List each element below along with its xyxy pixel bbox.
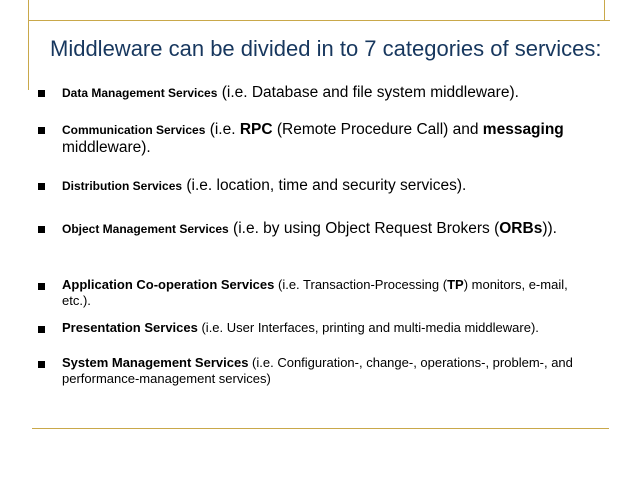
- bullet-square-icon: [38, 90, 45, 97]
- item-label: System Management Services: [62, 355, 249, 370]
- list-item-system-management: [62, 355, 592, 387]
- frame-right-rule: [604, 0, 605, 20]
- item-label: Data Management Services: [62, 86, 218, 100]
- bullet-square-icon: [38, 326, 45, 333]
- item-desc: middleware).: [62, 139, 151, 156]
- item-desc: (i.e. Transaction-Processing (: [274, 277, 448, 292]
- bullet-square-icon: [38, 283, 45, 290]
- bullet-square-icon: [38, 183, 45, 190]
- item-desc: (i.e. Configuration-, change-, operations-, problem-, and performance-management services): [62, 355, 573, 386]
- list-item-object-management: [62, 220, 592, 238]
- item-desc: )).: [542, 220, 557, 237]
- item-label: Presentation Services: [62, 320, 198, 335]
- bullet-square-icon: [38, 361, 45, 368]
- list-item-distribution: [62, 177, 592, 195]
- frame-left-rule: [28, 0, 29, 90]
- item-desc: (i.e. location, time and security services).: [182, 177, 467, 194]
- frame-bottom-rule: [32, 428, 609, 429]
- list-item-presentation: [62, 320, 592, 336]
- bullet-square-icon: [38, 127, 45, 134]
- item-desc: (i.e. Database and file system middleware).: [217, 84, 519, 101]
- list-item-data-management: [62, 84, 592, 102]
- rpc-term: RPC: [239, 121, 273, 138]
- item-desc: (i.e. by using Object Request Brokers (: [228, 220, 500, 237]
- bullet-square-icon: [38, 226, 45, 233]
- item-label: Object Management Services: [62, 222, 229, 236]
- item-desc: (i.e.: [205, 121, 240, 138]
- item-desc: (Remote Procedure Call) and: [272, 121, 483, 138]
- item-desc: (i.e. User Interfaces, printing and multi-media middleware).: [197, 320, 539, 335]
- item-label: Application Co-operation Services: [62, 277, 275, 292]
- frame-top-rule: [28, 20, 610, 21]
- list-item-communication: [62, 121, 592, 157]
- messaging-term: messaging: [482, 121, 564, 138]
- tp-term: TP: [447, 277, 464, 292]
- slide-title: Middleware can be divided in to 7 categories of services:: [50, 36, 602, 61]
- list-item-application-cooperation: [62, 277, 592, 309]
- item-label: Distribution Services: [62, 179, 183, 193]
- item-desc: ) monitors, e-mail, etc.).: [62, 277, 568, 308]
- item-label: Communication Services: [62, 123, 206, 137]
- orbs-term: ORBs: [499, 220, 543, 237]
